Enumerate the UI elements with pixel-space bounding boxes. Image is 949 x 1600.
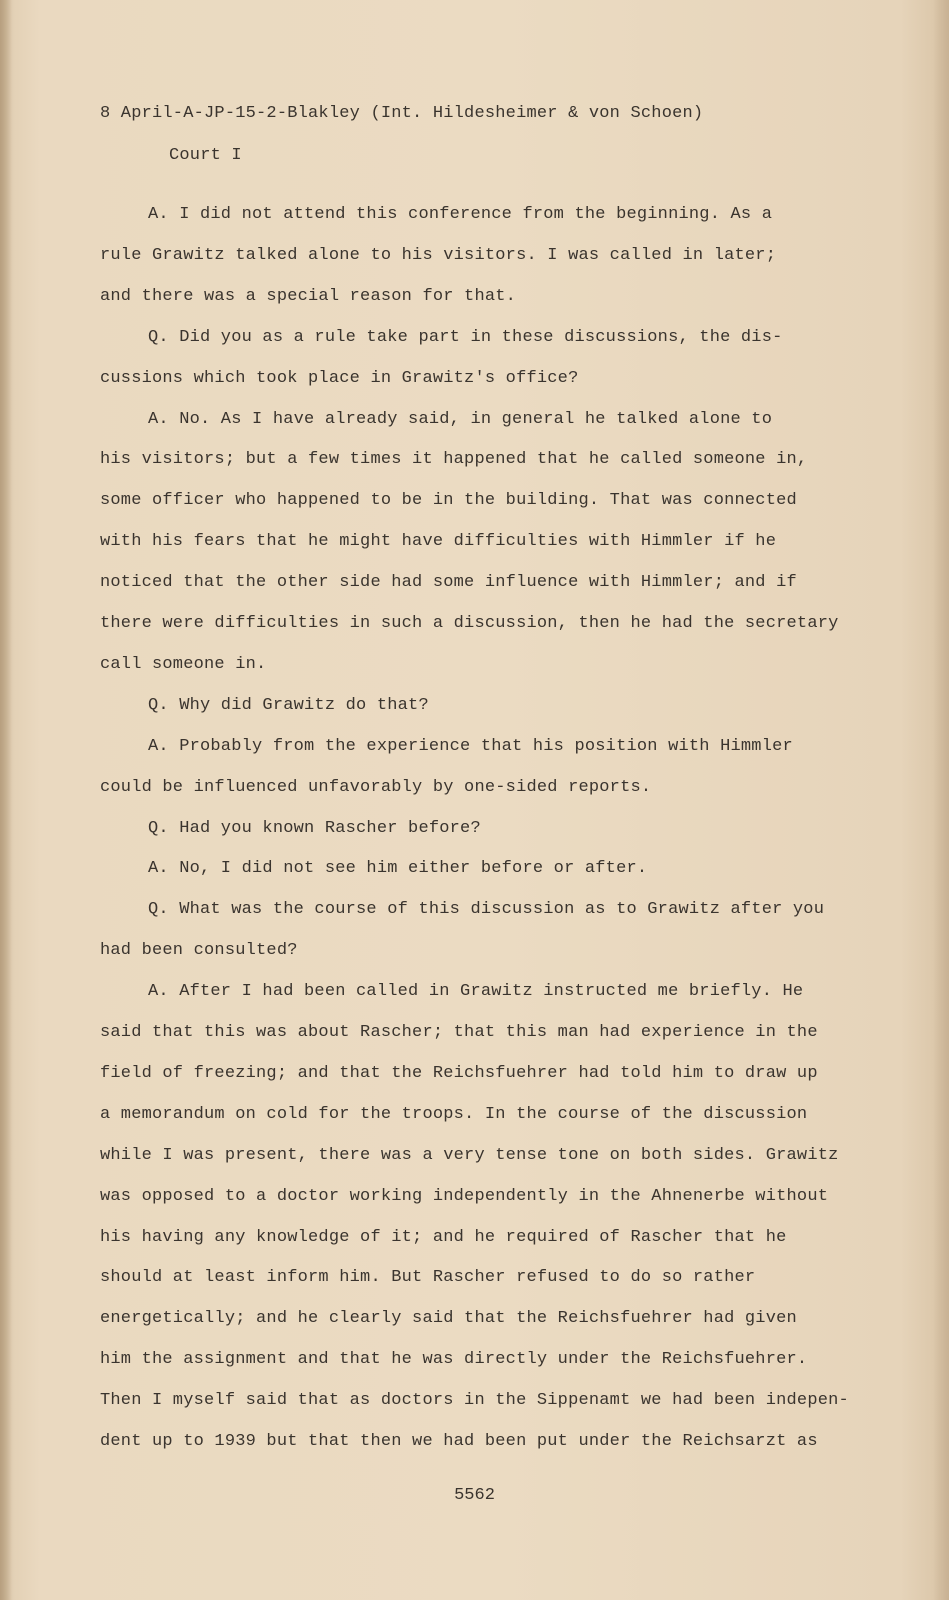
transcript-line: had been consulted? — [100, 941, 298, 961]
transcript-line: Q. Did you as a rule take part in these discussions, the dis- — [148, 327, 783, 347]
transcript-line: and there was a special reason for that. — [100, 286, 517, 306]
transcript-line: A. No, I did not see him either before or after. — [148, 859, 648, 879]
transcript-line: some officer who happened to be in the building. That was connected — [100, 491, 797, 511]
page-number: 5562 — [454, 1486, 495, 1505]
transcript-line: his visitors; but a few times it happened that he called someone in, — [100, 450, 808, 470]
transcript-line: call someone in. — [100, 654, 267, 674]
transcript-line: with his fears that he might have difficulties with Himmler if he — [100, 532, 777, 552]
transcript-line: Q. What was the course of this discussion as to Grawitz after you — [148, 900, 825, 920]
transcript-line: cussions which took place in Grawitz's office? — [100, 368, 579, 388]
transcript-line: field of freezing; and that the Reichsfuehrer had told him to draw up — [100, 1063, 818, 1083]
paper-right-edge — [933, 0, 949, 1600]
transcript-line: rule Grawitz talked alone to his visitors. I was called in later; — [100, 245, 777, 265]
transcript-line: Then I myself said that as doctors in the Sippenamt we had been indepen- — [100, 1391, 849, 1411]
transcript-line: Q. Had you known Rascher before? — [148, 818, 481, 838]
transcript-line: A. I did not attend this conference from the beginning. As a — [148, 205, 773, 224]
transcript-line: was opposed to a doctor working independently in the Ahnenerbe without — [100, 1186, 829, 1206]
transcript-line: his having any knowledge of it; and he required of Rascher that he — [100, 1227, 787, 1247]
transcript-line: noticed that the other side had some influence with Himmler; and if — [100, 573, 797, 593]
transcript-line: could be influenced unfavorably by one-sided reports. — [100, 777, 652, 797]
paper-left-edge — [0, 0, 12, 1600]
transcript-line: while I was present, there was a very tense tone on both sides. Grawitz — [100, 1145, 839, 1165]
header-line: 8 April-A-JP-15-2-Blakley (Int. Hildesheimer & von Schoen) — [100, 104, 704, 123]
transcript-line: should at least inform him. But Rascher refused to do so rather — [100, 1268, 756, 1288]
transcript-line: A. No. As I have already said, in general he talked alone to — [148, 409, 773, 429]
court-label: Court I — [169, 146, 242, 165]
transcript-line: a memorandum on cold for the troops. In the course of the discussion — [100, 1104, 808, 1124]
transcript-line: him the assignment and that he was directly under the Reichsfuehrer. — [100, 1350, 808, 1370]
transcript-line: A. Probably from the experience that his position with Himmler — [148, 736, 793, 756]
transcript-line: A. After I had been called in Grawitz instructed me briefly. He — [148, 982, 804, 1002]
transcript-line: Q. Why did Grawitz do that? — [148, 695, 429, 715]
transcript-line: energetically; and he clearly said that the Reichsfuehrer had given — [100, 1309, 797, 1329]
transcript-line: dent up to 1939 but that then we had been put under the Reichsarzt as — [100, 1432, 818, 1451]
transcript-line: said that this was about Rascher; that this man had experience in the — [100, 1023, 818, 1042]
transcript-line: there were difficulties in such a discussion, then he had the secretary — [100, 614, 839, 633]
